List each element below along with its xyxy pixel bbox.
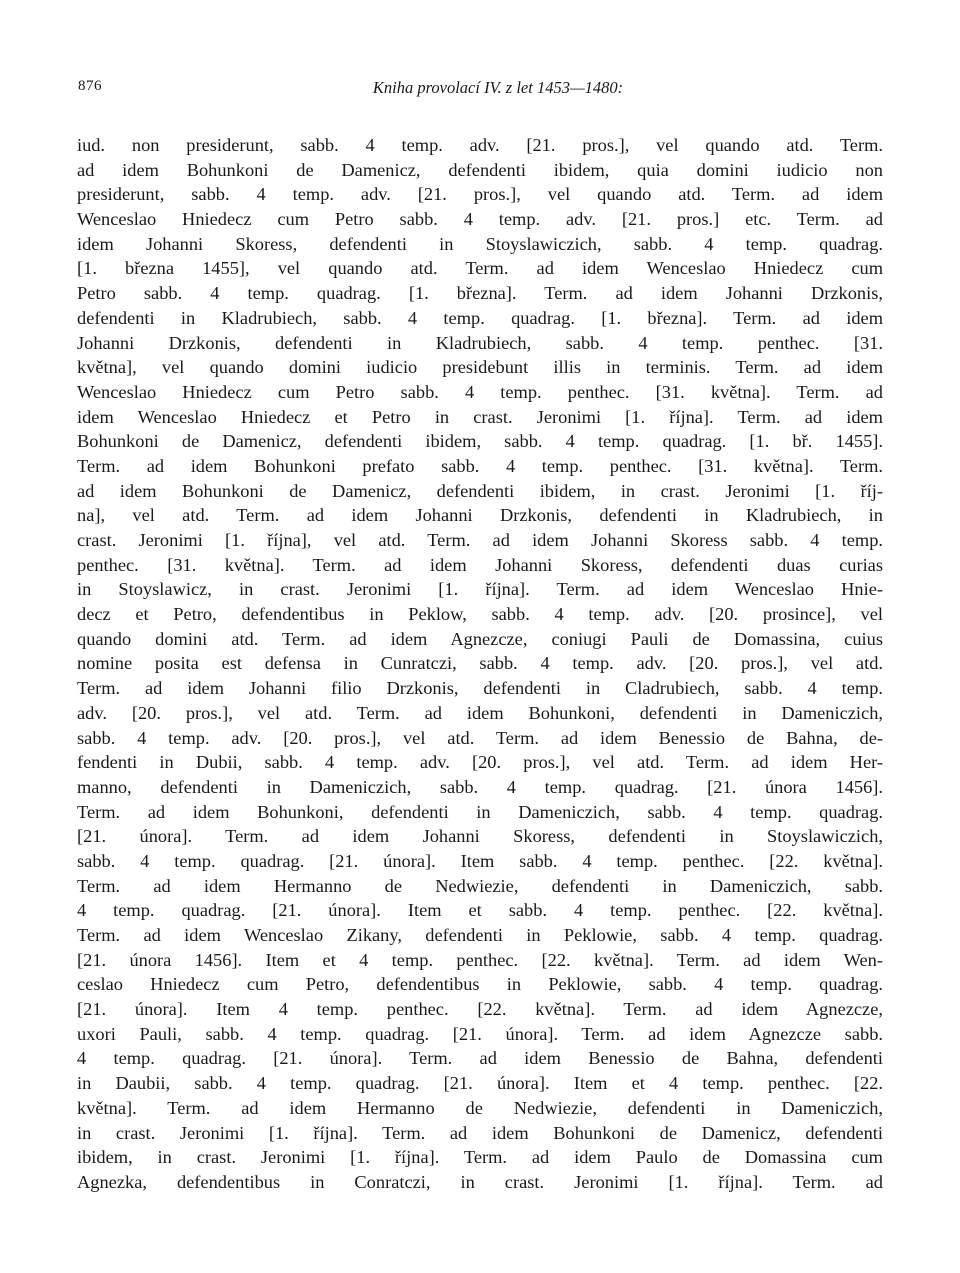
text-line: Petro sabb. 4 temp. quadrag. [1. března]. Term. ad idem Johanni Drzkonis,: [77, 283, 883, 304]
text-line: Johanni Drzkonis, defendenti in Kladrubiech, sabb. 4 temp. penthec. [31.: [77, 332, 883, 353]
text-line: Term. ad idem Bohunkoni, defendenti in Dameniczich, sabb. 4 temp. quadrag.: [77, 801, 883, 822]
text-line: 4 temp. quadrag. [21. února]. Term. ad idem Benessio de Bahna, defendenti: [77, 1048, 883, 1069]
text-line: in Daubii, sabb. 4 temp. quadrag. [21. února]. Item et 4 temp. penthec. [22.: [77, 1073, 883, 1094]
text-line: decz et Petro, defendentibus in Peklow, sabb. 4 temp. adv. [20. prosince], vel: [77, 604, 883, 625]
text-line: crast. Jeronimi [1. října], vel atd. Term. ad idem Johanni Skoress sabb. 4 temp.: [77, 530, 883, 550]
text-line: května]. Term. ad idem Hermanno de Nedwiezie, defendenti in Dameniczich,: [77, 1097, 883, 1118]
running-title: Kniha provolací IV. z let 1453—1480:: [372, 78, 624, 97]
text-line: Bohunkoni de Damenicz, defendenti ibidem, sabb. 4 temp. quadrag. [1. bř. 1455].: [77, 431, 883, 452]
text-line: iud. non presiderunt, sabb. 4 temp. adv. [21. pros.], vel quando atd. Term.: [77, 135, 883, 155]
text-line: in crast. Jeronimi [1. října]. Term. ad idem Bohunkoni de Damenicz, defendenti: [77, 1122, 883, 1143]
text-line: nomine posita est defensa in Cunratczi, sabb. 4 temp. adv. [20. pros.], vel atd.: [77, 653, 883, 674]
text-line: Wenceslao Hniedecz cum Petro sabb. 4 temp. adv. [21. pros.] etc. Term. ad: [77, 209, 883, 230]
text-line: defendenti in Kladrubiech, sabb. 4 temp. quadrag. [1. března]. Term. ad idem: [77, 307, 883, 328]
text-line: ad idem Bohunkoni de Damenicz, defendenti ibidem, quia domini iudicio non: [77, 159, 883, 180]
text-line: sabb. 4 temp. quadrag. [21. února]. Item sabb. 4 temp. penthec. [22. května].: [77, 850, 883, 871]
text-line: ibidem, in crast. Jeronimi [1. října]. Term. ad idem Paulo de Domassina cum: [77, 1147, 883, 1168]
text-line: května], vel quando domini iudicio presidebunt illis in terminis. Term. ad idem: [77, 357, 883, 378]
text-line: Wenceslao Hniedecz cum Petro sabb. 4 temp. penthec. [31. května]. Term. ad: [77, 381, 883, 402]
text-line: in Stoyslawicz, in crast. Jeronimi [1. října]. Term. ad idem Wenceslao Hnie-: [77, 579, 883, 600]
text-line: Term. ad idem Bohunkoni prefato sabb. 4 temp. penthec. [31. května]. Term.: [77, 455, 883, 476]
text-line: idem Johanni Skoress, defendenti in Stoyslawiczich, sabb. 4 temp. quadrag.: [77, 233, 883, 254]
page-header: [78, 78, 882, 102]
text-line: penthec. [31. května]. Term. ad idem Johanni Skoress, defendenti duas curias: [77, 554, 883, 575]
text-line: [21. února]. Item 4 temp. penthec. [22. května]. Term. ad idem Agnezcze,: [77, 999, 883, 1020]
text-line: Term. ad idem Hermanno de Nedwiezie, defendenti in Dameniczich, sabb.: [77, 875, 883, 896]
text-line: presiderunt, sabb. 4 temp. adv. [21. pros.], vel quando atd. Term. ad idem: [77, 184, 883, 205]
text-line: 4 temp. quadrag. [21. února]. Item et sabb. 4 temp. penthec. [22. května].: [77, 900, 883, 921]
text-line: Agnezka, defendentibus in Conratczi, in crast. Jeronimi [1. října]. Term. ad: [77, 1171, 883, 1192]
text-line: [21. února]. Term. ad idem Johanni Skoress, defendenti in Stoyslawiczich,: [77, 826, 883, 847]
text-line: Term. ad idem Johanni filio Drzkonis, defendenti in Cladrubiech, sabb. 4 temp.: [77, 678, 883, 699]
text-line: [21. února 1456]. Item et 4 temp. penthec. [22. května]. Term. ad idem Wen-: [77, 949, 883, 970]
text-line: na], vel atd. Term. ad idem Johanni Drzkonis, defendenti in Kladrubiech, in: [77, 505, 883, 526]
text-line: Term. ad idem Wenceslao Zikany, defendenti in Peklowie, sabb. 4 temp. quadrag.: [77, 925, 883, 945]
text-line: quando domini atd. Term. ad idem Agnezcze, coniugi Pauli de Domassina, cuius: [77, 628, 883, 649]
text-line: ad idem Bohunkoni de Damenicz, defendenti ibidem, in crast. Jeronimi [1. říj-: [77, 480, 883, 501]
text-line: manno, defendenti in Dameniczich, sabb. 4 temp. quadrag. [21. února 1456].: [77, 776, 883, 797]
text-line: idem Wenceslao Hniedecz et Petro in crast. Jeronimi [1. října]. Term. ad idem: [77, 406, 883, 427]
text-line: uxori Pauli, sabb. 4 temp. quadrag. [21. února]. Term. ad idem Agnezcze sabb.: [77, 1023, 883, 1044]
body-text: [77, 133, 883, 1195]
text-line: adv. [20. pros.], vel atd. Term. ad idem Bohunkoni, defendenti in Dameniczich,: [77, 702, 883, 723]
text-line: fendenti in Dubii, sabb. 4 temp. adv. [20. pros.], vel atd. Term. ad idem Her-: [77, 752, 883, 773]
page-number: 876: [78, 78, 102, 94]
text-line: [1. března 1455], vel quando atd. Term. ad idem Wenceslao Hniedecz cum: [77, 258, 883, 279]
text-line: sabb. 4 temp. adv. [20. pros.], vel atd. Term. ad idem Benessio de Bahna, de-: [77, 727, 883, 748]
text-line: ceslao Hniedecz cum Petro, defendentibus in Peklowie, sabb. 4 temp. quadrag.: [77, 974, 883, 995]
